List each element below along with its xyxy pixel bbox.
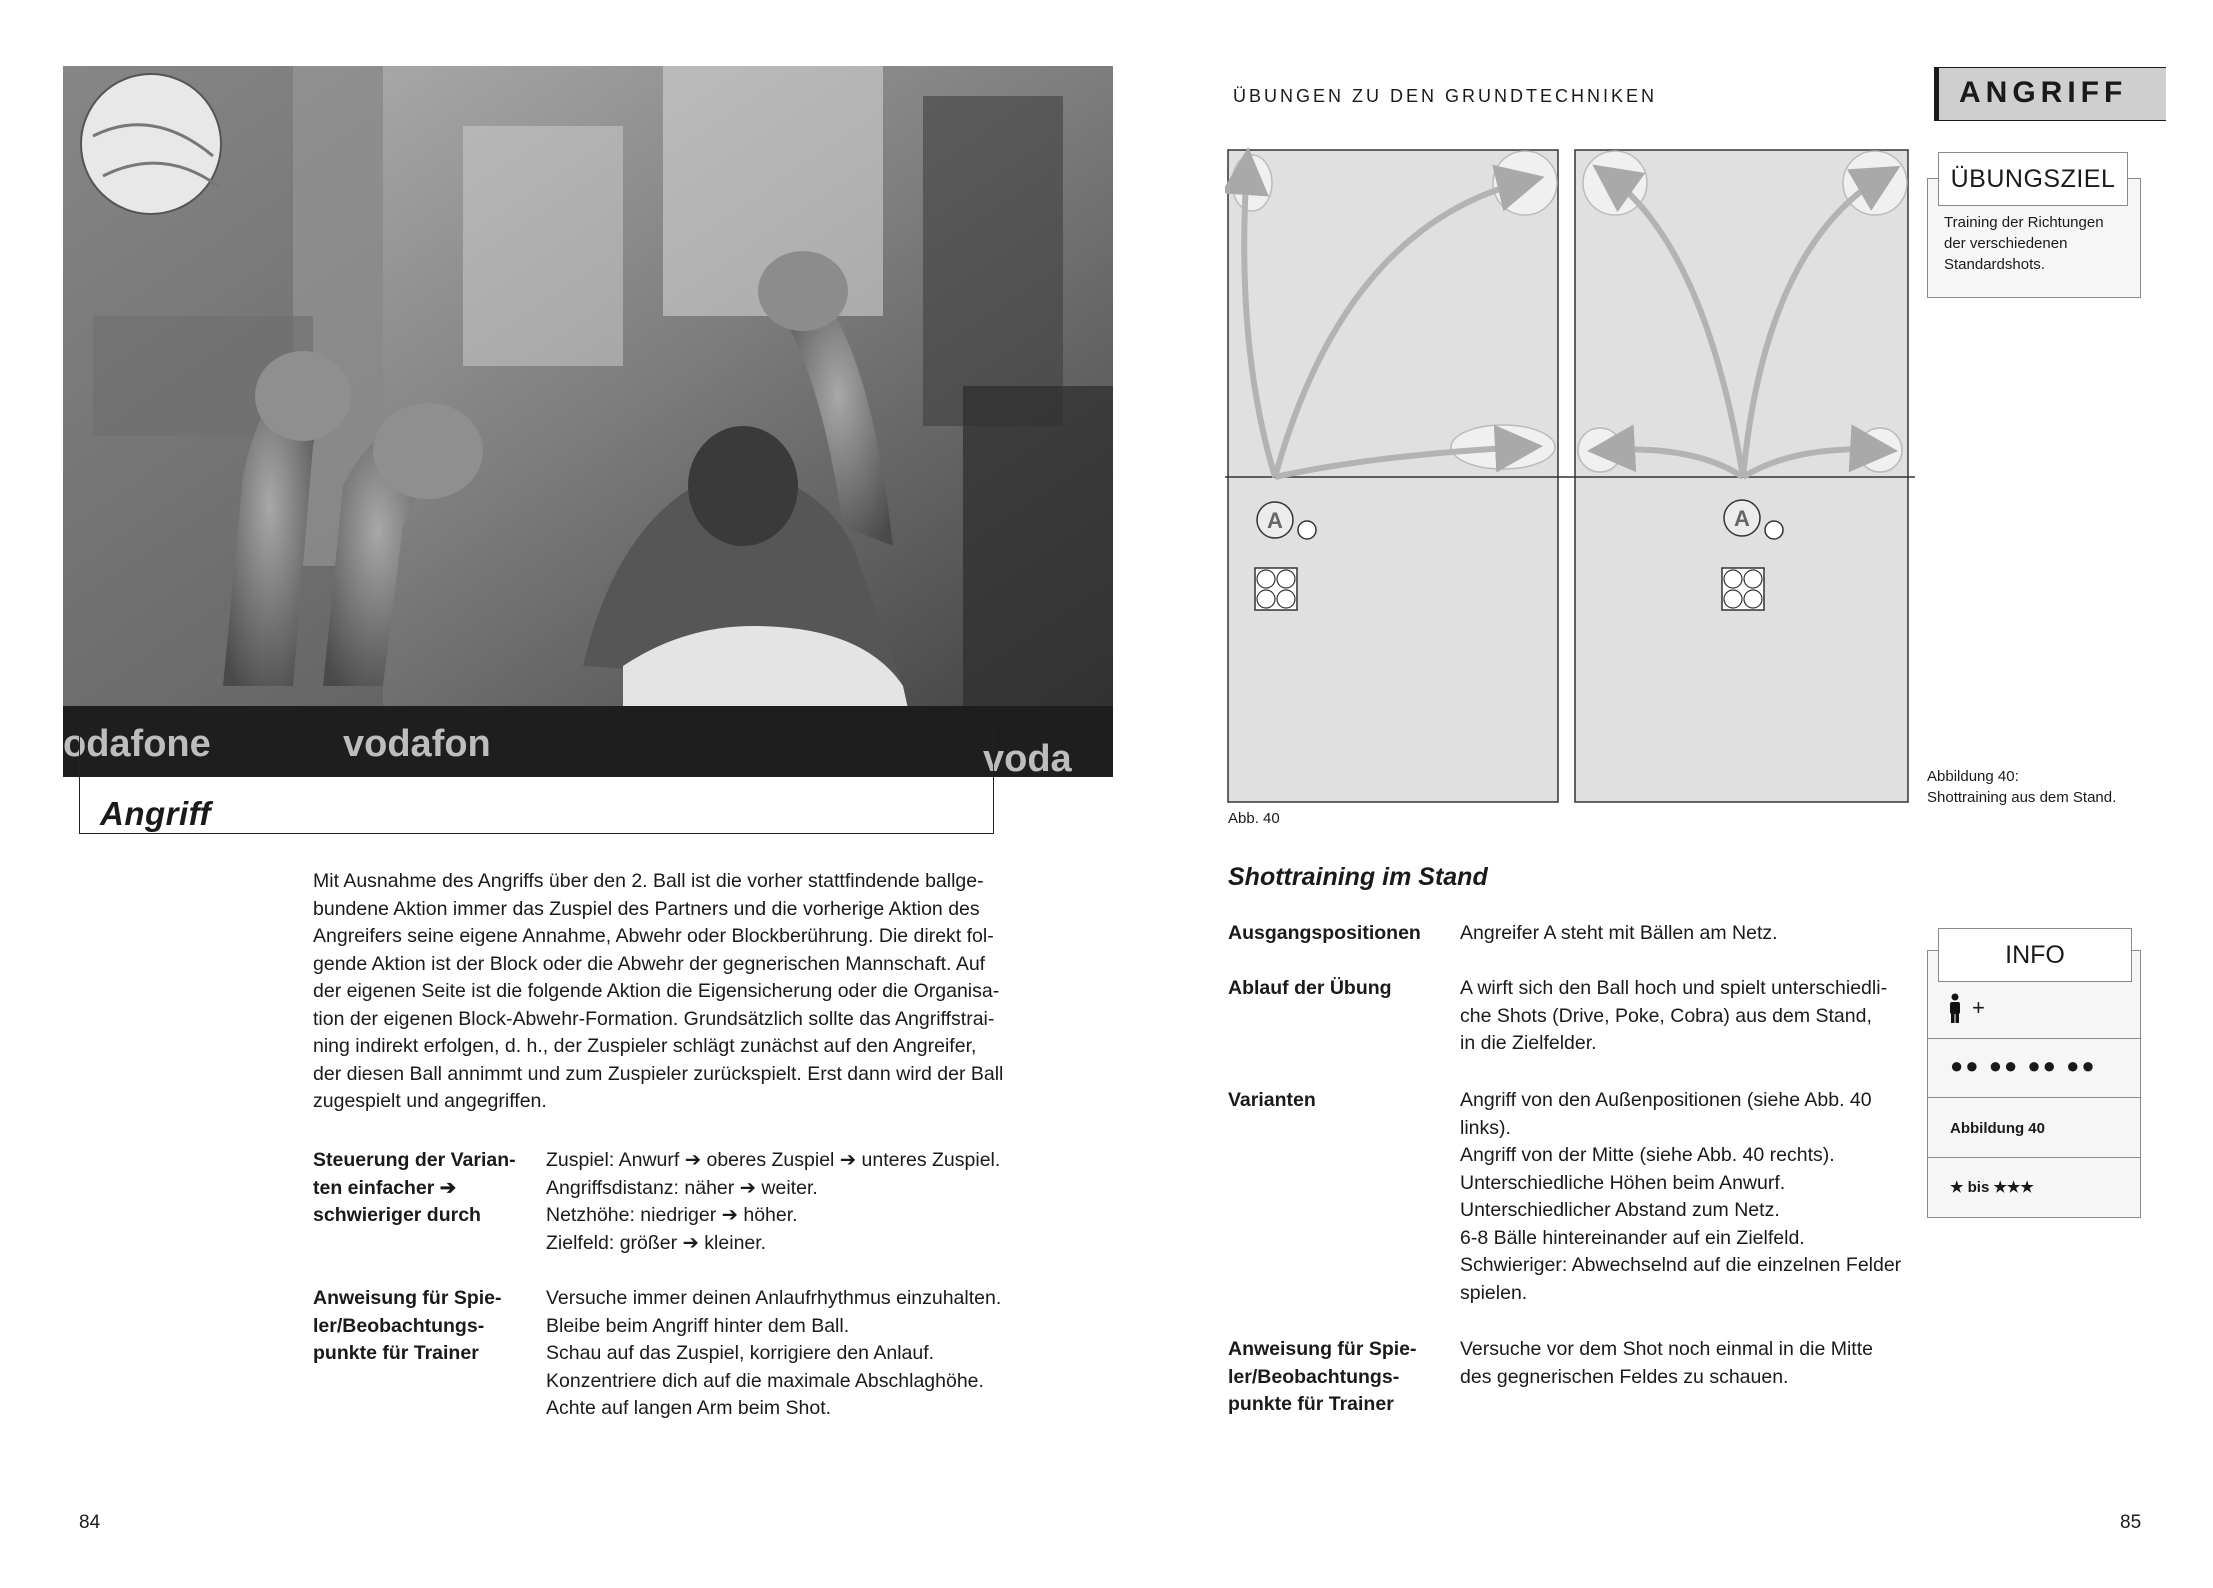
info-divider: [1928, 1157, 2140, 1158]
info-title: INFO: [2005, 941, 2065, 969]
intro-line: Mit Ausnahme des Angriffs über den 2. Ball ist die vorher stattfindende ballge-: [313, 870, 984, 892]
text-line: spielen.: [1460, 1281, 1528, 1304]
goal-line: der verschiedenen: [1944, 235, 2068, 252]
players-plus: +: [1972, 995, 1985, 1020]
text-line: Versuche vor dem Shot noch einmal in die Mitte: [1460, 1338, 1873, 1360]
label-line: punkte für Trainer: [313, 1342, 479, 1364]
row-label: [1228, 1336, 1417, 1419]
label-line: ler/Beobachtungs-: [313, 1314, 485, 1337]
figure-label: Abb. 40: [1228, 810, 1280, 827]
info-divider: [1928, 1097, 2140, 1098]
label-line: Anweisung für Spie-: [1228, 1338, 1417, 1360]
volleyball-player-photo-icon: [63, 66, 1113, 777]
text-line: Bleibe beim Angriff hinter dem Ball.: [546, 1314, 850, 1337]
text-line: Unterschiedliche Höhen beim Anwurf.: [1460, 1171, 1786, 1194]
court-diagram: [1225, 145, 1915, 805]
info-figure: Abbildung 40: [1950, 1120, 2045, 1137]
label-line: ten einfacher ➔: [313, 1176, 457, 1199]
intro-line: ning indirekt erfolgen, d. h., der Zuspieler schlägt zunächst auf den Angreifer,: [313, 1035, 977, 1057]
text-line: Netzhöhe: niedriger ➔ höher.: [546, 1204, 798, 1226]
svg-text:odafone: odafone: [63, 723, 211, 765]
text-line: des gegnerischen Feldes zu schauen.: [1460, 1365, 1789, 1388]
person-icon: [1948, 993, 1962, 1023]
goal-title-box: [1938, 152, 2128, 206]
text-line: 6-8 Bälle hintereinander auf ein Zielfeld.: [1460, 1226, 1805, 1249]
goal-title: ÜBUNGSZIEL: [1950, 165, 2116, 193]
chapter-header: ÜBUNGEN ZU DEN GRUNDTECHNIKEN: [1233, 86, 1658, 106]
ball-marker: [1765, 521, 1783, 539]
row-label: Varianten: [1228, 1089, 1316, 1111]
goal-line: Standardshots.: [1944, 256, 2045, 273]
text-line: in die Zielfelder.: [1460, 1032, 1597, 1054]
intro-line: zugespielt und angegriffen.: [313, 1090, 547, 1112]
ball-marker: [1298, 521, 1316, 539]
intro-paragraph: [313, 868, 1013, 1116]
intro-line: gende Aktion ist der Block oder die Abwehr der gegnerischen Mannschaft. Auf: [313, 952, 986, 975]
section-title: Angriff: [100, 795, 212, 832]
volleyball-photo: [63, 66, 1113, 777]
text-line: Angriffsdistanz: näher ➔ weiter.: [546, 1176, 818, 1199]
label-line: ler/Beobachtungs-: [1228, 1365, 1400, 1388]
player-letter: A: [1734, 506, 1750, 531]
text-line: A wirft sich den Ball hoch und spielt unterschiedli-: [1460, 977, 1888, 999]
difficulty-rating: ★ bis ★★★: [1950, 1179, 2034, 1196]
caption-line: Shottraining aus dem Stand.: [1927, 789, 2117, 806]
row-text: [1460, 975, 1920, 1058]
info-title-box: [1938, 928, 2132, 982]
intro-line: der diesen Ball annimmt und zum Zuspieler zurückspielt. Erst dann wird der Ball: [313, 1062, 1004, 1085]
text-line: Schau auf das Zuspiel, korrigiere den Anlauf.: [546, 1342, 935, 1364]
page-number-right: 85: [2120, 1512, 2142, 1533]
player-letter: A: [1267, 508, 1283, 533]
figure-caption: [1927, 766, 2116, 808]
label-line: punkte für Trainer: [1228, 1393, 1394, 1415]
row-label: Ablauf der Übung: [1228, 977, 1392, 999]
text-line: che Shots (Drive, Poke, Cobra) aus dem Stand,: [1460, 1004, 1872, 1027]
row-label: [313, 1147, 533, 1230]
text-line: Zuspiel: Anwurf ➔ oberes Zuspiel ➔ unteres Zuspiel.: [546, 1149, 1001, 1171]
text-line: Zielfeld: größer ➔ kleiner.: [546, 1231, 767, 1254]
title-box: [79, 725, 994, 834]
goal-text: [1944, 212, 2134, 275]
intensity-dots: ●● ●● ●● ●●: [1950, 1053, 2097, 1078]
text-line: Angriff von der Mitte (siehe Abb. 40 rechts).: [1460, 1144, 1835, 1166]
text-line: links).: [1460, 1116, 1511, 1139]
intro-line: tion der eigenen Block-Abwehr-Formation. Grundsätzlich sollte das Angriffstrai-: [313, 1007, 995, 1030]
svg-text:voda: voda: [983, 738, 1072, 777]
players-row: [1948, 993, 1985, 1023]
page-number-left: 84: [79, 1512, 101, 1533]
text-line: Angriff von den Außenpositionen (siehe Abb. 40: [1460, 1089, 1872, 1111]
chapter-badge: [1934, 67, 2166, 121]
row-text: [1460, 1336, 1920, 1391]
target-zone: [1232, 155, 1272, 211]
row-label: Ausgangspositionen: [1228, 922, 1421, 944]
text-line: Unterschiedlicher Abstand zum Netz.: [1460, 1199, 1780, 1221]
label-line: schwieriger durch: [313, 1204, 481, 1226]
text-line: Schwieriger: Abwechselnd auf die einzelnen Felder: [1460, 1254, 1902, 1276]
info-divider: [1928, 1038, 2140, 1039]
text-line: Achte auf langen Arm beim Shot.: [546, 1397, 832, 1419]
goal-line: Training der Richtungen: [1944, 214, 2104, 231]
text-line: Konzentriere dich auf die maximale Abschlaghöhe.: [546, 1369, 984, 1392]
row-text: [546, 1285, 1016, 1423]
exercise-title: Shottraining im Stand: [1228, 863, 1488, 891]
caption-line: Abbildung 40:: [1927, 768, 2019, 785]
intro-line: der eigenen Seite ist die folgende Aktion die Eigensicherung oder die Organisa-: [313, 980, 1000, 1002]
text-line: Versuche immer deinen Anlaufrhythmus einzuhalten.: [546, 1287, 1002, 1309]
intro-line: Angreifers seine eigene Annahme, Abwehr oder Blockberührung. Die direkt fol-: [313, 925, 994, 947]
intro-line: bundene Aktion immer das Zuspiel des Partners und die vorherige Aktion des: [313, 897, 980, 920]
row-label: [313, 1285, 533, 1368]
badge-label: ANGRIFF: [1959, 76, 2128, 109]
row-text: Angreifer A steht mit Bällen am Netz.: [1460, 922, 1778, 944]
row-text: [1460, 1087, 1930, 1307]
svg-text:vodafon: vodafon: [343, 723, 491, 765]
label-line: Anweisung für Spie-: [313, 1287, 502, 1309]
label-line: Steuerung der Varian-: [313, 1149, 516, 1171]
row-text: [546, 1147, 1016, 1257]
